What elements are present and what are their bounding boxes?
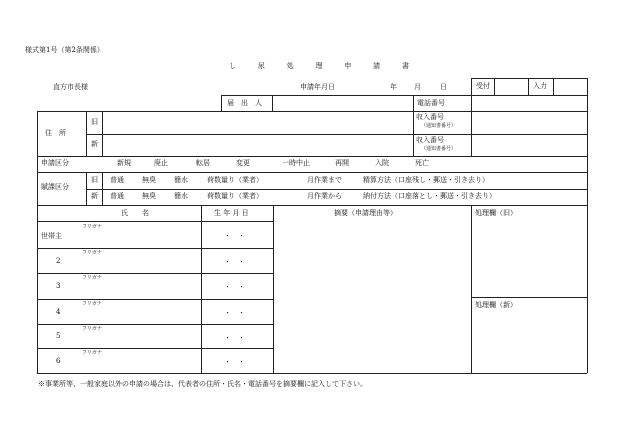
furigana-label: フリガナ xyxy=(82,301,102,307)
dob-dots: ・ ・ xyxy=(224,232,245,240)
option-new[interactable]: 新規 xyxy=(117,159,131,167)
apply-date-month: 月 xyxy=(414,83,421,91)
new-measured[interactable]: 荷数量り（業者） xyxy=(207,192,263,200)
applicant-label: 届 出 人 xyxy=(227,99,262,107)
phone-field[interactable] xyxy=(472,96,586,110)
dob-dots: ・ ・ xyxy=(224,258,245,266)
dob-dots: ・ ・ xyxy=(224,309,245,317)
furigana-label: フリガナ xyxy=(82,250,102,256)
entered-label: 入力 xyxy=(533,82,547,90)
address-new-mark: 新 xyxy=(91,140,98,148)
address-old-mark: 旧 xyxy=(91,118,98,126)
title-char: 処 xyxy=(286,62,294,70)
option-resume[interactable]: 再開 xyxy=(335,159,349,167)
addressee: 直方市長様 xyxy=(53,83,88,91)
received-label: 受付 xyxy=(476,82,490,90)
dob-dots: ・ ・ xyxy=(224,334,245,342)
notice-no-old-label: （通知書番号） xyxy=(421,123,457,129)
dob-dots: ・ ・ xyxy=(224,358,245,366)
new-method[interactable]: 納付方法（口座落とし・郵送・引き去り） xyxy=(363,192,496,200)
old-normal[interactable]: 普通 xyxy=(110,176,124,184)
note-header: 摘要（申請理由等） xyxy=(334,209,397,217)
title-char: 書 xyxy=(401,62,409,70)
row-label: 5 xyxy=(56,332,61,340)
note-field[interactable] xyxy=(274,222,470,372)
option-suspend[interactable]: 一時中止 xyxy=(282,159,310,167)
phone-label: 電話番号 xyxy=(417,99,445,107)
dob-dots: ・ ・ xyxy=(224,283,245,291)
address-label: 住 所 xyxy=(45,129,66,137)
row-label: 世帯主 xyxy=(41,232,62,240)
option-hospital[interactable]: 入院 xyxy=(375,159,389,167)
old-month-label: 月作業まで xyxy=(307,176,342,184)
new-normal[interactable]: 普通 xyxy=(110,192,124,200)
assessment-label: 賦課区分 xyxy=(41,183,69,191)
old-method[interactable]: 精算方法（口座残し・郵送・引き去り） xyxy=(363,176,489,184)
receipt-no-new-label: 収入番号 xyxy=(416,136,444,144)
apply-date-label: 申請年月日 xyxy=(300,83,335,91)
name-field[interactable] xyxy=(78,308,200,323)
row-label: 3 xyxy=(56,282,61,290)
applicant-field[interactable] xyxy=(273,96,412,110)
option-change[interactable]: 変更 xyxy=(236,159,250,167)
form-title xyxy=(229,63,409,70)
title-char: 理 xyxy=(315,62,323,70)
address-new-field[interactable] xyxy=(103,135,412,155)
notice-no-new-label: （通知書番号） xyxy=(421,146,457,152)
dob-header: 生 年 月 日 xyxy=(214,209,249,217)
receipt-no-old-label: 収入番号 xyxy=(416,113,444,121)
old-odorless[interactable]: 無臭 xyxy=(142,176,156,184)
process-new-label: 処理欄（新） xyxy=(475,301,517,309)
name-field[interactable] xyxy=(78,357,200,372)
title-char: 尿 xyxy=(257,62,265,70)
old-measured[interactable]: 荷数量り（業者） xyxy=(207,176,263,184)
name-field[interactable] xyxy=(78,333,200,347)
furigana-label: フリガナ xyxy=(82,350,102,356)
title-char: 申 xyxy=(344,62,352,70)
row-label: 6 xyxy=(56,357,61,365)
option-death[interactable]: 死亡 xyxy=(415,159,429,167)
apply-date-year: 年 xyxy=(390,83,397,91)
process-old-label: 処理欄（旧） xyxy=(475,209,517,217)
footnote: ※事業所等、一般家庭以外の申請の場合は、代表者の住所・氏名・電話番号を摘要欄に記入して下さい。 xyxy=(38,380,367,388)
name-field[interactable] xyxy=(78,231,200,247)
form-number: 様式第1号（第2条関係） xyxy=(25,46,104,54)
name-field[interactable] xyxy=(78,282,200,298)
new-simple-water[interactable]: 簡水 xyxy=(174,192,188,200)
title-char: し xyxy=(229,62,236,70)
name-header: 氏 名 xyxy=(121,209,149,217)
new-odorless[interactable]: 無臭 xyxy=(142,192,156,200)
option-move[interactable]: 転居 xyxy=(196,159,210,167)
application-type-label: 申請区分 xyxy=(41,159,69,167)
address-old-field[interactable] xyxy=(103,112,412,133)
old-simple-water[interactable]: 簡水 xyxy=(174,176,188,184)
row-label: 4 xyxy=(56,308,61,316)
furigana-label: フリガナ xyxy=(82,224,102,230)
assessment-new-mark: 新 xyxy=(91,192,98,200)
furigana-label: フリガナ xyxy=(82,275,102,281)
furigana-label: フリガナ xyxy=(82,326,102,332)
row-label: 2 xyxy=(56,257,61,265)
apply-date-day: 日 xyxy=(440,83,447,91)
title-char: 請 xyxy=(373,62,381,70)
new-month-label: 月作業から xyxy=(307,192,342,200)
assessment-old-mark: 旧 xyxy=(91,176,98,184)
name-field[interactable] xyxy=(78,257,200,272)
option-abolish[interactable]: 廃止 xyxy=(154,159,168,167)
